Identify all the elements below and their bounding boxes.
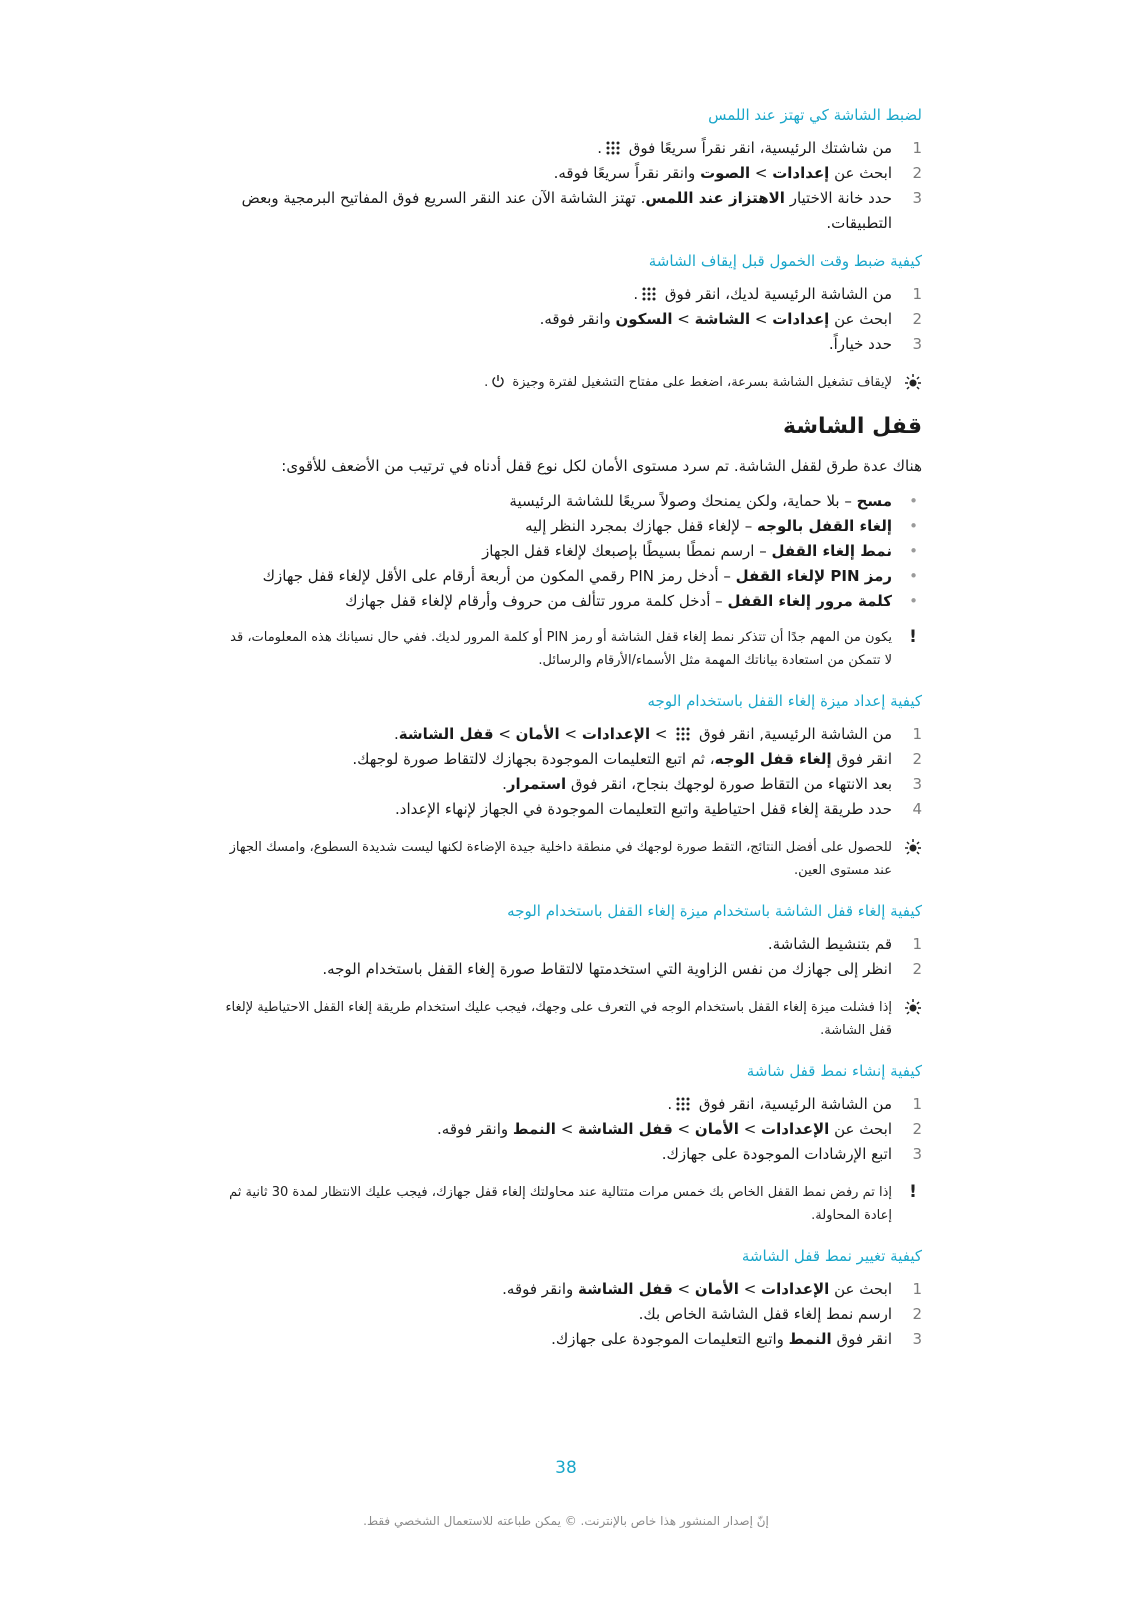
document-page [225,104,922,1366]
list-item [225,332,922,357]
separator: > [650,725,673,743]
lock-type-description: – لإلغاء قفل جهازك بمجرد النظر إليه [525,517,758,535]
step-text: ابحث عن [829,1120,892,1138]
list-item [225,514,922,539]
tip-text: للحصول على أفضل النتائج، التقط صورة لوجهك في منطقة داخلية جيدة الإضاءة لكنها ليست شديدة السطوع، وامسك الجهاز عند مستوى العين. [229,840,892,878]
list-item [225,772,922,797]
list-item [225,1092,922,1117]
list-item [225,797,922,822]
step-number: 3 [912,1145,922,1163]
list-item [225,564,922,589]
tip-note [225,996,922,1042]
lock-type-term: إلغاء القفل بالوجه [757,517,892,535]
separator: > [750,310,773,328]
lightbulb-icon [904,373,922,391]
separator: > [672,1280,695,1298]
list-item [225,722,922,747]
steps-list [225,932,922,982]
step-text: ارسم نمط إلغاء قفل الشاشة الخاص بك. [638,1305,892,1323]
list-item [225,1117,922,1142]
bullet-dot: • [909,492,918,510]
step-text: من الشاشة الرئيسية، انقر فوق [694,1095,892,1113]
menu-path-settings: الإعدادات [761,1280,830,1298]
step-number: 1 [912,725,922,743]
step-text: ابحث عن [829,1280,892,1298]
section-title-change-pattern: كيفية تغيير نمط قفل الشاشة [741,1247,922,1265]
list-item [225,1327,922,1352]
menu-path-sound: الصوت [700,164,751,182]
step-text: ابحث عن [829,164,892,182]
separator: > [672,1120,695,1138]
lock-type-term: رمز PIN لإلغاء القفل [735,567,892,585]
list-item [225,1302,922,1327]
step-text: من الشاشة الرئيسية لديك، انقر فوق [660,285,892,303]
intro-paragraph: هناك عدة طرق لقفل الشاشة. تم سرد مستوى الأمان لكل نوع قفل أدناه في ترتيب من الأضعف للأقوى: [281,457,922,475]
apps-grid-icon [675,1096,691,1112]
warning-note [225,626,922,672]
menu-path-screen-lock: قفل الشاشة [578,1120,673,1138]
menu-path-pattern: النمط [512,1120,556,1138]
warning-text: إذا تم رفض نمط القفل الخاص بك خمس مرات متتالية عند محاولتك إلغاء قفل جهازك، فيجب عليك الانتظار لمدة 30 ثانية ثم إعادة المحاولة. [229,1185,892,1223]
step-number: 2 [912,1305,922,1323]
step-number: 2 [912,960,922,978]
separator: > [738,1120,762,1138]
step-number: 2 [912,310,922,328]
tip-text: إذا فشلت ميزة إلغاء القفل باستخدام الوجه في التعرف على وجهك، فيجب عليك استخدام طريقة إلغاء القفل الاحتياطية لإلغاء قفل الشاشة. [225,1000,892,1038]
separator: > [672,310,695,328]
step-number: 1 [912,139,922,157]
step-text: . [667,1095,673,1113]
tip-text: لإيقاف تشغيل الشاشة بسرعة، اضغط على مفتاح التشغيل لفترة وجيزة [508,375,892,390]
list-item [225,136,922,161]
list-item [225,1142,922,1167]
step-text: بعد الانتهاء من التقاط صورة لوجهك بنجاح، انقر فوق [566,775,892,793]
step-number: 1 [912,1280,922,1298]
list-item [225,539,922,564]
step-number: 1 [912,935,922,953]
lock-type-term: مسح [856,492,892,510]
lightbulb-icon [904,998,922,1016]
exclamation-icon: ! [909,1182,917,1202]
list-item [225,747,922,772]
steps-list [225,1277,922,1352]
warning-note [225,1181,922,1227]
step-text: . [597,139,602,157]
steps-list [225,1092,922,1167]
step-text: وانقر فوقه. [437,1120,513,1138]
lock-type-description: – أدخل رمز PIN رقمي المكون من أربعة أرقام على الأقل لإلغاء قفل جهازك [262,567,736,585]
separator: > [493,725,516,743]
menu-path-screen-lock: قفل الشاشة [398,725,494,743]
bullet-dot: • [909,542,918,560]
exclamation-icon: ! [909,627,917,647]
step-text: ، ثم اتبع التعليمات الموجودة بجهازك لالتقاط صورة لوجهك. [352,750,715,768]
section-title-face-unlock-setup: كيفية إعداد ميزة إلغاء القفل باستخدام الوجه [647,692,922,710]
option-face-unlock: إلغاء قفل الوجه [714,750,832,768]
option-continue: استمرار [506,775,567,793]
list-item [225,307,922,332]
menu-path-security: الأمان [515,725,560,743]
step-number: 1 [912,285,922,303]
separator: > [555,1120,579,1138]
section-title-touch-vibration: لضبط الشاشة كي تهتز عند اللمس [708,106,922,124]
step-text: حدد خياراً. [828,335,892,353]
step-text: من الشاشة الرئيسية, انقر فوق [694,725,892,743]
step-text: انقر فوق [831,1330,892,1348]
menu-path-settings: إعدادات [772,164,830,182]
list-item [225,161,922,186]
apps-grid-icon [641,286,657,302]
section-title-sleep: كيفية ضبط وقت الخمول قبل إيقاف الشاشة [648,252,922,270]
list-item [225,489,922,514]
step-number: 2 [912,164,922,182]
tip-note [225,371,922,394]
step-text: . [502,775,507,793]
list-item [225,589,922,614]
apps-grid-icon [675,726,691,742]
separator: > [738,1280,762,1298]
step-text: وانقر نقراً سريعًا فوقه. [553,164,701,182]
power-icon [491,374,505,388]
step-text: انقر فوق [831,750,892,768]
menu-path-settings: الإعدادات [581,725,651,743]
page-heading-screen-lock: قفل الشاشة [783,414,922,439]
step-number: 3 [912,1330,922,1348]
step-text: . [633,285,639,303]
menu-path-screen-lock: قفل الشاشة [578,1280,673,1298]
section-title-face-unlock-use: كيفية إلغاء قفل الشاشة باستخدام ميزة إلغاء القفل باستخدام الوجه [507,902,922,920]
steps-list [225,282,922,357]
lock-type-description: – أدخل كلمة مرور تتألف من حروف وأرقام لإلغاء قفل جهازك [345,592,728,610]
lock-type-term: نمط إلغاء القفل [771,542,892,560]
step-text: اتبع الإرشادات الموجودة على جهازك. [661,1145,892,1163]
list-item [225,186,922,236]
page-footer: إنّ إصدار المنشور هذا خاص بالإنترنت. © يمكن طباعته للاستعمال الشخصي فقط. [363,1514,769,1528]
step-text: انظر إلى جهازك من نفس الزاوية التي استخدمتها لالتقاط صورة إلغاء القفل باستخدام الوجه. [322,960,892,978]
page-number: 38 [555,1458,577,1478]
lock-type-description: – ارسم نمطًا بسيطًا بإصبعك لإلغاء قفل الجهاز [482,542,772,560]
lock-types-list [225,489,922,614]
steps-list [225,722,922,822]
step-text: وانقر فوقه. [502,1280,579,1298]
step-text: قم بتنشيط الشاشة. [767,935,892,953]
step-number: 4 [912,800,922,818]
steps-list [225,136,922,236]
step-text: ابحث عن [829,310,892,328]
step-number: 1 [912,1095,922,1113]
step-number: 3 [912,189,922,207]
option-vibrate-on-touch: الاهتزاز عند اللمس [645,189,785,207]
step-text: واتبع التعليمات الموجودة على جهازك. [551,1330,789,1348]
list-item [225,957,922,982]
menu-path-display: الشاشة [694,310,751,328]
list-item [225,1277,922,1302]
section-title-create-pattern: كيفية إنشاء نمط قفل شاشة [746,1062,922,1080]
step-number: 3 [912,335,922,353]
step-number: 2 [912,750,922,768]
option-pattern: النمط [788,1330,832,1348]
lightbulb-icon [904,838,922,856]
menu-path-security: الأمان [694,1120,739,1138]
menu-path-settings: إعدادات [772,310,830,328]
menu-path-security: الأمان [694,1280,739,1298]
step-text: حدد خانة الاختيار [784,189,892,207]
bullet-dot: • [909,592,918,610]
step-text: من شاشتك الرئيسية، انقر نقراً سريعًا فوق [623,139,892,157]
tip-text: . [484,375,489,390]
tip-note [225,836,922,882]
step-text: وانقر فوقه. [539,310,616,328]
bullet-dot: • [909,517,918,535]
bullet-dot: • [909,567,918,585]
separator: > [559,725,582,743]
step-number: 2 [912,1120,922,1138]
lock-type-term: كلمة مرور إلغاء القفل [727,592,892,610]
list-item [225,932,922,957]
lock-type-description: – بلا حماية، ولكن يمنحك وصولاً سريعًا للشاشة الرئيسية [509,492,857,510]
step-text: حدد طريقة إلغاء قفل احتياطية واتبع التعليمات الموجودة في الجهاز لإنهاء الإعداد. [395,800,892,818]
menu-path-sleep: السكون [615,310,673,328]
menu-path-settings: الإعدادات [761,1120,830,1138]
apps-grid-icon [605,140,621,156]
step-number: 3 [912,775,922,793]
step-text: . [394,725,399,743]
step-text: . تهتز الشاشة الآن عند النقر السريع فوق المفاتيح البرمجية وبعض التطبيقات. [241,189,892,232]
warning-text: يكون من المهم جدًا أن تتذكر نمط إلغاء قفل الشاشة أو رمز PIN أو كلمة المرور لديك. ففي حال نسيانك هذه المعلومات، قد لا تتمكن من استعادة بياناتك المهمة مثل الأسماء/الأرقام والرسائل. [230,630,892,668]
separator: > [750,164,773,182]
list-item [225,282,922,307]
